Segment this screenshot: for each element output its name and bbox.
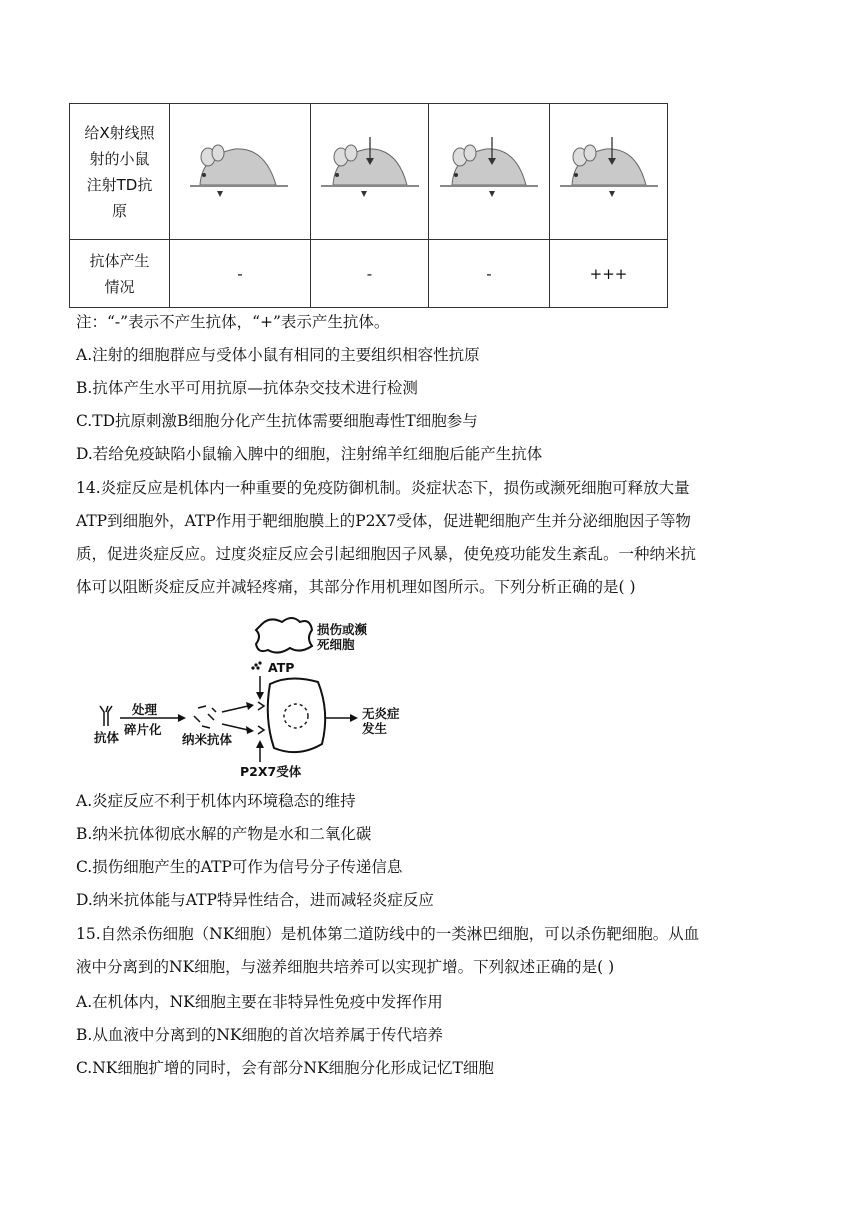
result-cell: - xyxy=(429,240,550,308)
q14-stem xyxy=(76,472,782,604)
q15-option-b: B.从血液中分离到的NK细胞的首次培养属于传代培养 xyxy=(76,1026,443,1044)
stem-line: ATP到细胞外，ATP作用于靶细胞膜上的P2X7受体，促进靶细胞产生并分泌细胞因子等物 xyxy=(76,512,691,530)
header-line: 给X射线照 xyxy=(84,123,155,142)
q13-option-b: B.抗体产生水平可用抗原—抗体杂交技术进行检测 xyxy=(76,379,418,397)
damaged-cell-label xyxy=(317,622,367,652)
table-row xyxy=(70,240,668,308)
antibody-icon xyxy=(100,706,112,726)
q15-stem xyxy=(76,918,782,984)
row-header-treatment xyxy=(70,104,170,240)
mouse-illustration xyxy=(315,135,425,205)
mouse-illustration xyxy=(554,135,664,205)
header-line: 射的小鼠 xyxy=(89,149,150,168)
label-line: 发生 xyxy=(362,721,388,736)
no-inflammation-label xyxy=(362,706,400,736)
result-cell: +++ xyxy=(550,240,668,308)
nano-antibody-label: 纳米抗体 xyxy=(182,732,233,747)
diagram-graphics xyxy=(90,612,430,782)
table-note: 注：“-”表示不产生抗体，“+”表示产生抗体。 xyxy=(76,313,390,331)
table-row xyxy=(70,104,668,240)
header-line: 抗体产生 xyxy=(89,251,150,270)
result-cell: - xyxy=(311,240,429,308)
q14-option-b: B.纳米抗体彻底水解的产物是水和二氧化碳 xyxy=(76,825,372,843)
q14-option-c: C.损伤细胞产生的ATP可作为信号分子传递信息 xyxy=(76,858,403,876)
experiment-table xyxy=(69,103,668,308)
mouse-cell-1 xyxy=(170,104,311,240)
row-header-result xyxy=(70,240,170,308)
mouse-illustration xyxy=(180,135,300,205)
process-label: 处理 xyxy=(132,702,158,717)
header-line: 情况 xyxy=(104,277,135,296)
target-cell-shape xyxy=(268,678,325,752)
damaged-cell-shape xyxy=(256,618,312,653)
q13-option-d: D.若给免疫缺陷小鼠输入脾中的细胞，注射绵羊红细胞后能产生抗体 xyxy=(76,445,543,463)
header-line: 注射TD抗 xyxy=(86,175,153,194)
fragment-label: 碎片化 xyxy=(124,722,162,737)
result-cell: - xyxy=(170,240,311,308)
stem-line: 14.炎症反应是机体内一种重要的免疫防御机制。炎症状态下，损伤或濒死细胞可释放大量 xyxy=(76,479,690,497)
receptor-label: P2X7受体 xyxy=(240,764,302,779)
mouse-cell-2 xyxy=(311,104,429,240)
q14-option-d: D.纳米抗体能与ATP特异性结合，进而减轻炎症反应 xyxy=(76,891,434,909)
mouse-cell-3 xyxy=(429,104,550,240)
label-line: 无炎症 xyxy=(362,706,400,721)
q13-option-a: A.注射的细胞群应与受体小鼠有相同的主要组织相容性抗原 xyxy=(76,346,480,364)
mouse-illustration xyxy=(434,135,544,205)
nucleus-shape xyxy=(284,704,308,728)
mechanism-diagram xyxy=(90,612,430,782)
stem-line: 15.自然杀伤细胞（NK细胞）是机体第二道防线中的一类淋巴细胞，可以杀伤靶细胞。从血 xyxy=(76,925,700,943)
q13-option-c: C.TD抗原刺激B细胞分化产生抗体需要细胞毒性T细胞参与 xyxy=(76,412,478,430)
mouse-cell-4 xyxy=(550,104,668,240)
label-line: 死细胞 xyxy=(317,637,355,652)
receptor-icon xyxy=(258,702,264,734)
stem-line: 质，促进炎症反应。过度炎症反应会引起细胞因子风暴，使免疫功能发生紊乱。一种纳米抗 xyxy=(76,545,697,563)
antibody-label: 抗体 xyxy=(94,730,120,745)
q15-option-a: A.在机体内，NK细胞主要在非特异性免疫中发挥作用 xyxy=(76,993,443,1011)
q14-option-a: A.炎症反应不利于机体内环境稳态的维持 xyxy=(76,792,356,810)
stem-line: 液中分离到的NK细胞，与滋养细胞共培养可以实现扩增。下列叙述正确的是( ) xyxy=(76,958,615,976)
atp-label: ATP xyxy=(268,660,295,675)
label-line: 损伤或濒 xyxy=(317,622,368,637)
nano-antibody-fragments xyxy=(194,706,216,728)
q15-option-c: C.NK细胞扩增的同时，会有部分NK细胞分化形成记忆T细胞 xyxy=(76,1059,494,1077)
stem-line: 体可以阻断炎症反应并减轻疼痛，其部分作用机理如图所示。下列分析正确的是( ) xyxy=(76,578,636,596)
header-line: 原 xyxy=(111,201,127,220)
